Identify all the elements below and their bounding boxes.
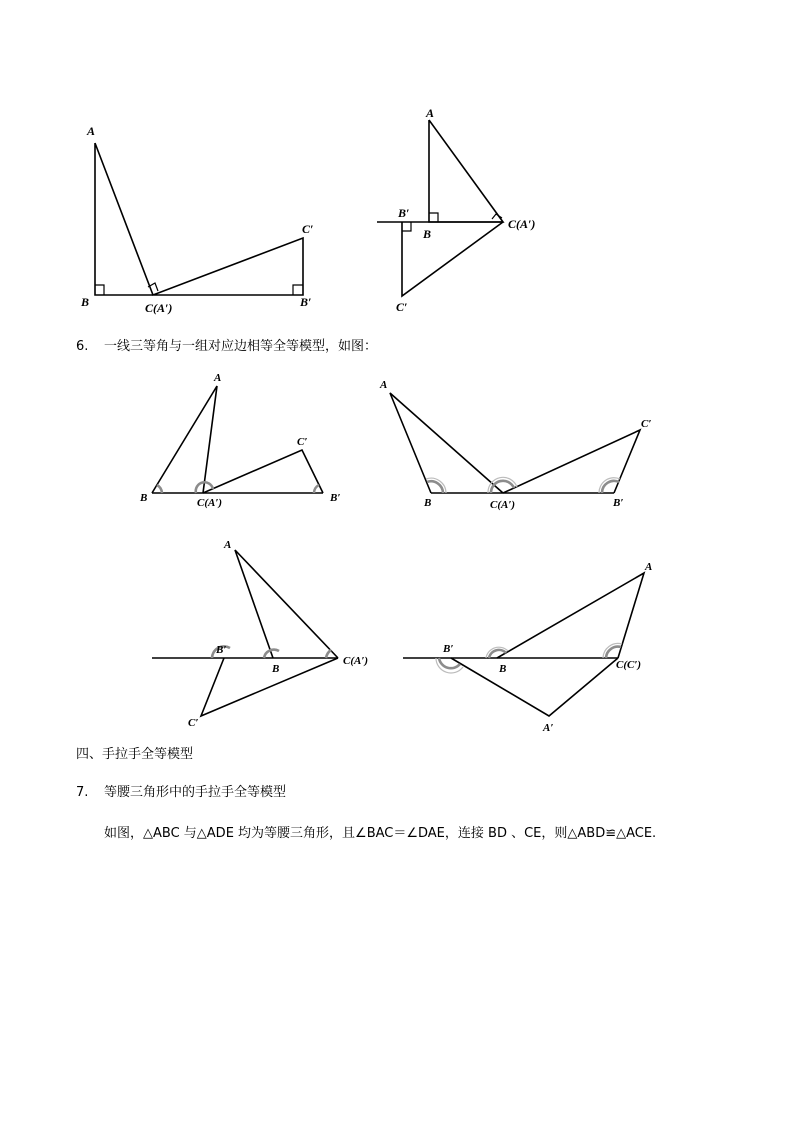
label-A: A: [224, 539, 232, 551]
label-C-prime: C′: [302, 222, 314, 236]
section6-figure-3: [152, 539, 368, 729]
label-B: B: [272, 663, 280, 675]
label-C: C(A′): [197, 497, 223, 509]
label-B: B: [499, 663, 507, 675]
section7-line: [76, 784, 286, 802]
label-B-prime: B′: [613, 497, 624, 509]
label-A: A: [380, 379, 388, 391]
top-figure-2: [377, 106, 535, 314]
label-C-prime: C′: [188, 717, 199, 729]
label-C-prime: C′: [641, 418, 652, 430]
label-C: C(A′): [490, 499, 516, 511]
label-B-prime: B′: [330, 492, 341, 504]
label-B-prime: B′: [216, 644, 227, 656]
section6-figure-4: [403, 561, 652, 734]
label-C: C(A′): [343, 655, 369, 667]
item-number: 7.: [76, 785, 89, 800]
section6-figure-1: [139, 372, 340, 509]
section6-line: [76, 338, 377, 356]
item-number: 6.: [76, 339, 89, 354]
label-A: A: [645, 561, 653, 573]
label-B-prime: B′: [398, 206, 410, 220]
label-C-prime: C′: [297, 436, 308, 448]
label-C: C(A′): [508, 217, 536, 231]
item-title: 等腰三角形中的手拉手全等模型: [104, 785, 287, 800]
label-B: B: [81, 295, 90, 309]
item-text: 一线三等角与一组对应边相等全等模型，如图：: [104, 339, 378, 354]
label-B-prime: B′: [300, 295, 312, 309]
section6-figure-2: [379, 379, 651, 511]
label-A-prime: A′: [543, 722, 554, 734]
top-figure-1: [80, 124, 313, 315]
label-A: A: [214, 372, 222, 384]
label-B: B: [423, 227, 432, 241]
label-A: A: [87, 124, 96, 138]
label-B-prime: B′: [443, 643, 454, 655]
label-B: B: [424, 497, 432, 509]
label-C: C(C′): [616, 659, 642, 671]
section4-heading: 四、手拉手全等模型: [76, 747, 194, 762]
section7-body: 如图，△ABC 与△ADE 均为等腰三角形，且∠BAC＝∠DAE，连接 BD 、CE，则△ABD≌△ACE.: [104, 826, 657, 841]
label-B: B: [140, 492, 148, 504]
label-C-prime: C′: [396, 300, 408, 314]
label-C: C(A′): [145, 301, 173, 315]
label-A: A: [426, 106, 435, 120]
